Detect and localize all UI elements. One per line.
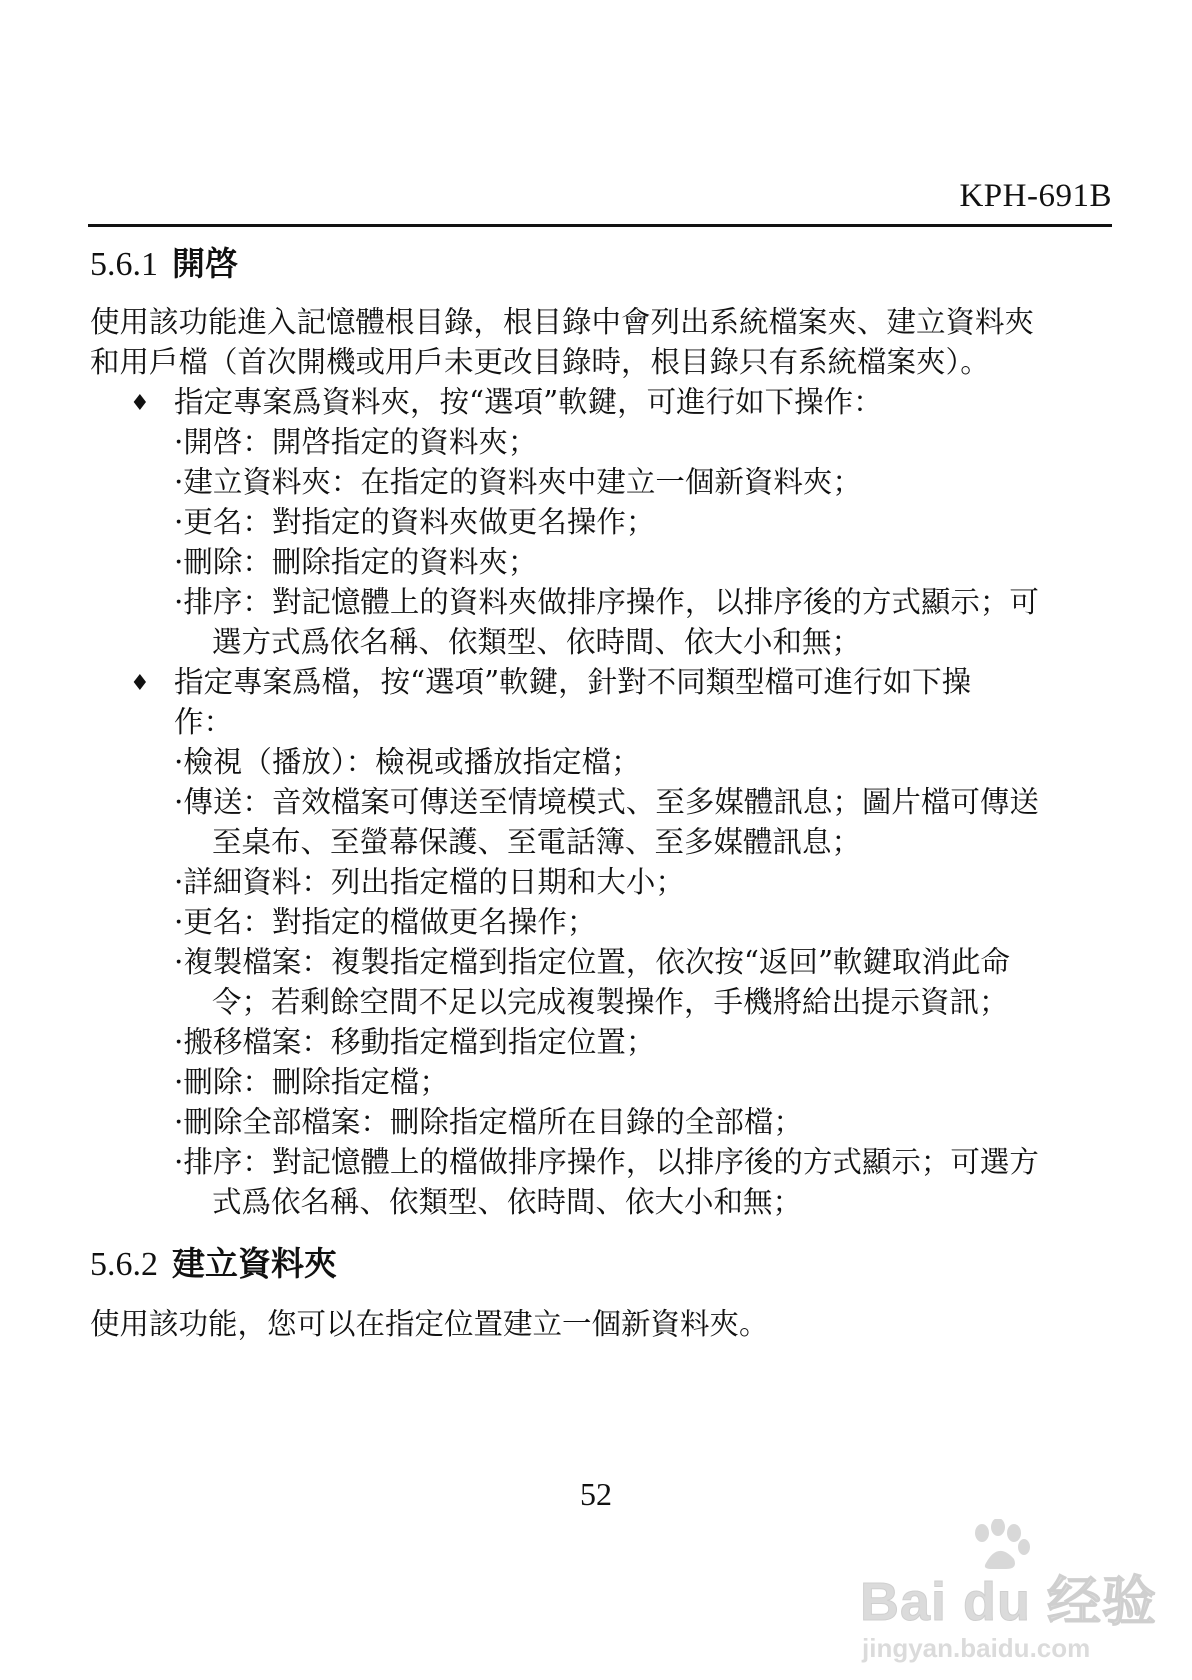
intro-line-1: 使用該功能進入記憶體根目錄，根目錄中會列出系統檔案夾、建立資料夾: [90, 305, 1035, 339]
folder-item-sort-cont: 選方式爲依名稱、依類型、依時間、依大小和無；: [212, 625, 862, 659]
watermark-url: jingyan.baidu.com: [862, 1633, 1091, 1663]
section-number: 5.6.1: [90, 246, 158, 283]
section-number: 5.6.2: [90, 1246, 158, 1283]
diamond-bullet-icon: ♦: [130, 671, 150, 696]
bullet-text: 指定專案爲資料夾，按“選項”軟鍵，可進行如下操作：: [174, 385, 883, 419]
header-rule: [88, 224, 1112, 227]
bullet-text: 指定專案爲檔，按“選項”軟鍵，針對不同類型檔可進行如下操: [174, 665, 972, 699]
folder-item-sort: ·排序：對記憶體上的資料夾做排序操作，以排序後的方式顯示；可: [174, 585, 1039, 619]
folder-item-open: ·開啓：開啓指定的資料夾；: [174, 425, 538, 459]
section-title: 開啓: [172, 244, 238, 283]
diamond-bullet-icon: ♦: [130, 391, 150, 416]
file-item-send-cont: 至桌布、至螢幕保護、至電話簿、至多媒體訊息；: [212, 825, 862, 859]
file-item-sort-cont: 式爲依名稱、依類型、依時間、依大小和無；: [212, 1185, 803, 1219]
section2-intro: 使用該功能，您可以在指定位置建立一個新資料夾。: [90, 1307, 769, 1341]
bullet-file-cont: 作：: [174, 705, 234, 739]
file-item-copy-cont: 令；若剩餘空間不足以完成複製操作，手機將給出提示資訊；: [212, 985, 1009, 1019]
folder-item-rename: ·更名：對指定的資料夾做更名操作；: [174, 505, 656, 539]
file-item-delete-all: ·刪除全部檔案：刪除指定檔所在目錄的全部檔；: [174, 1105, 803, 1139]
model-header: KPH-691B: [959, 178, 1112, 214]
file-item-move: ·搬移檔案：移動指定檔到指定位置；: [174, 1025, 656, 1059]
section-heading-562: [90, 1238, 337, 1285]
file-item-view: ·檢視（播放）：檢視或播放指定檔；: [174, 745, 641, 779]
file-item-rename: ·更名：對指定的檔做更名操作；: [174, 905, 597, 939]
bullet-file: [130, 660, 971, 706]
section-heading-561: [90, 238, 238, 285]
watermark-brand: Bai du 经验: [860, 1572, 1158, 1632]
file-item-send: ·傳送：音效檔案可傳送至情境模式、至多媒體訊息；圖片檔可傳送: [174, 785, 1039, 819]
file-item-sort: ·排序：對記憶體上的檔做排序操作，以排序後的方式顯示；可選方: [174, 1145, 1039, 1179]
folder-item-delete: ·刪除：刪除指定的資料夾；: [174, 545, 538, 579]
baidu-watermark: [860, 1515, 1160, 1665]
file-item-details: ·詳細資料：列出指定檔的日期和大小；: [174, 865, 685, 899]
file-item-copy: ·複製檔案：複製指定檔到指定位置，依次按“返回”軟鍵取消此命: [174, 945, 1011, 979]
file-item-delete: ·刪除：刪除指定檔；: [174, 1065, 449, 1099]
folder-item-create: ·建立資料夾：在指定的資料夾中建立一個新資料夾；: [174, 465, 862, 499]
page-number: 52: [580, 1476, 612, 1512]
section-title: 建立資料夾: [172, 1244, 337, 1283]
intro-line-2: 和用戶檔（首次開機或用戶未更改目錄時，根目錄只有系統檔案夾）。: [90, 345, 990, 379]
